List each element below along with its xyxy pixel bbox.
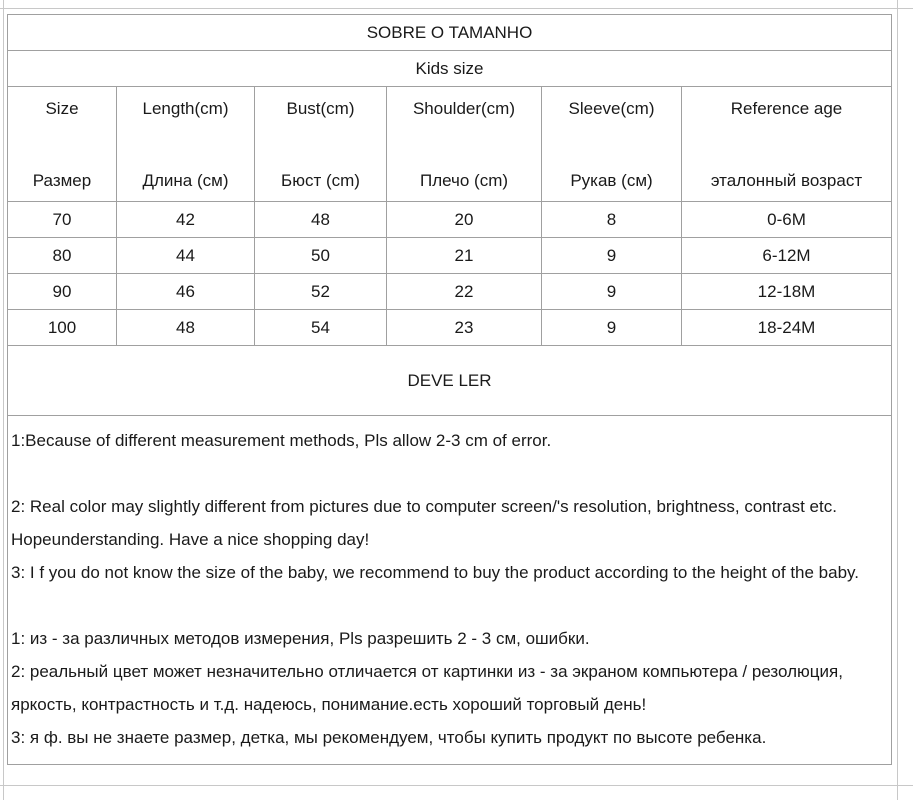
header-ru: Размер (32, 171, 92, 190)
length-cell: 42 (117, 202, 255, 237)
note-ru-2: 2: реальный цвет может незначительно отличается от картинки из - за экраном компьютера / резолюция, яркость, контрастность и т.д. надеюсь, понимание.есть хороший торговый день! (11, 662, 843, 714)
table-row (8, 238, 891, 274)
header-ru: Плечо (cm) (419, 171, 509, 190)
length-cell: 44 (117, 238, 255, 273)
header-en: Reference age (730, 99, 843, 118)
section-row (8, 346, 891, 416)
notes-row (8, 416, 891, 764)
header-ru: Рукав (см) (570, 171, 653, 190)
table-subtitle: Kids size (415, 58, 484, 78)
notes-block (8, 416, 891, 764)
title-row (8, 15, 891, 51)
size-cell: 70 (8, 202, 117, 237)
table-title: SOBRE O TAMANHO (366, 22, 533, 42)
column-header (255, 87, 387, 201)
table-row (8, 310, 891, 346)
header-ru: эталонный возраст (710, 171, 863, 190)
size-chart-table (7, 14, 892, 765)
bust-cell: 52 (255, 274, 387, 309)
shoulder-cell: 23 (387, 310, 542, 345)
sleeve-cell: 9 (542, 238, 682, 273)
sleeve-cell: 8 (542, 202, 682, 237)
sleeve-cell: 9 (542, 274, 682, 309)
sleeve-cell: 9 (542, 310, 682, 345)
table-row (8, 274, 891, 310)
note-en-3: 3: I f you do not know the size of the baby, we recommend to buy the product according to the height of the baby. (11, 563, 859, 582)
size-cell: 100 (8, 310, 117, 345)
note-ru-1: 1: из - за различных методов измерения, Pls разрешить 2 - 3 см, ошибки. (11, 629, 590, 648)
shoulder-cell: 20 (387, 202, 542, 237)
column-header (542, 87, 682, 201)
age-cell: 18-24M (757, 317, 816, 337)
column-header (8, 87, 117, 201)
length-cell: 48 (117, 310, 255, 345)
shoulder-cell: 21 (387, 238, 542, 273)
section-label: DEVE LER (407, 370, 492, 390)
subtitle-row (8, 51, 891, 87)
size-cell: 80 (8, 238, 117, 273)
column-header (682, 87, 891, 201)
column-header (117, 87, 255, 201)
note-en-2: 2: Real color may slightly different from pictures due to computer screen/'s resolution, brightness, contrast etc. Hopeunderstanding. Have a nice shopping day! (11, 497, 837, 549)
age-cell: 6-12M (762, 245, 811, 265)
header-row (8, 87, 891, 202)
age-cell: 0-6M (767, 209, 806, 229)
header-en: Length(cm) (142, 99, 229, 118)
length-cell: 46 (117, 274, 255, 309)
header-en: Size (45, 99, 79, 118)
note-en-1: 1:Because of different measurement methods, Pls allow 2-3 cm of error. (11, 431, 552, 450)
age-cell: 12-18M (757, 281, 816, 301)
shoulder-cell: 22 (387, 274, 542, 309)
note-ru-3: 3: я ф. вы не знаете размер, детка, мы рекомендуем, чтобы купить продукт по высоте ребенка. (11, 728, 767, 747)
bust-cell: 54 (255, 310, 387, 345)
bust-cell: 48 (255, 202, 387, 237)
header-en: Shoulder(cm) (412, 99, 516, 118)
bust-cell: 50 (255, 238, 387, 273)
header-en: Bust(cm) (286, 99, 355, 118)
size-cell: 90 (8, 274, 117, 309)
header-ru: Бюст (cm) (281, 171, 360, 190)
table-row (8, 202, 891, 238)
header-en: Sleeve(cm) (568, 99, 655, 118)
header-ru: Длина (см) (142, 171, 229, 190)
column-header (387, 87, 542, 201)
